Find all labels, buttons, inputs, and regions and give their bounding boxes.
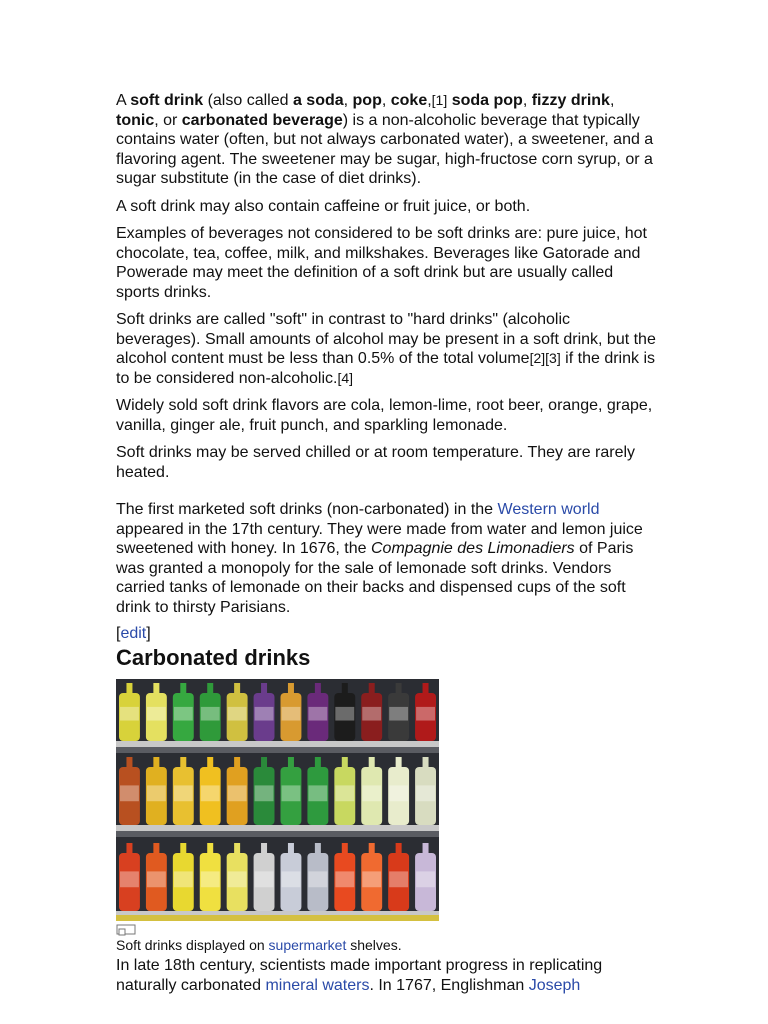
text-span: The first marketed soft drinks (non-carbonated) in the [116,501,498,518]
western-world-link[interactable]: Western world [497,501,600,518]
citation-4[interactable]: [4] [337,369,354,386]
text-span: Soft drinks are called "soft" in contrast to "hard drinks" (alcoholic beverages). Small amounts of alcohol may be present in a soft drink, but the alcohol content must be less than 0.5% of the total volume [116,311,656,367]
intro-paragraph [116,91,656,189]
serving-paragraph: Soft drinks may be served chilled or at room temperature. They are rarely heated. [116,444,636,481]
citation-2[interactable]: [2] [529,350,546,366]
supermarket-shelves-photo [116,679,439,921]
text-span: In late 18th century, scientists made important progress in replicating naturally carbonated [116,957,603,994]
term-soft-drink: soft drink [130,92,204,109]
text-span: of Paris was granted a monopoly for the sale of lemonade soft drinks. Vendors carried tanks of lemonade on their backs and dispensed cups of the soft drink to thirsty Parisians. [116,540,634,616]
supermarket-link[interactable]: supermarket [268,937,347,953]
edit-link[interactable]: edit [120,625,147,642]
article-body [116,91,656,995]
alcohol-paragraph [116,310,656,388]
joseph-link[interactable]: Joseph [528,976,581,994]
citation-3[interactable]: [3] [545,350,561,366]
term-fizzy-drink: fizzy drink [531,92,610,109]
bracket-close: ] [146,625,151,642]
term-pop: pop [352,92,382,109]
caffeine-paragraph: A soft drink may also contain caffeine or fruit juice, or both. [116,197,531,215]
term-coke: coke [390,92,428,109]
enlarge-icon[interactable] [116,923,138,937]
text-span: A [116,92,131,109]
shelf-illustration [116,679,439,921]
history-paragraph [116,500,656,617]
text-span: . In 1767, Englishman [369,976,529,994]
edit-section-control [116,624,656,643]
text-span: , [522,92,532,109]
text-span: if the drink is to be considered non-alcoholic. [116,350,655,387]
text-span: appeared in the 17th century. They were made from water and lemon juice sweetened with honey. In 1676, the [116,520,643,557]
mineral-waters-link[interactable]: mineral waters [265,976,370,994]
term-soda-pop: soda pop [451,92,523,109]
text-span: (also called [203,92,293,109]
text-span: , or [154,111,182,129]
text-span: , [343,92,353,109]
text-span: , [381,92,391,109]
text-span: Soft drinks displayed on [116,937,269,953]
citation-1[interactable]: [1] [431,92,448,108]
section-heading: Carbonated drinks [116,645,311,670]
carbonation-paragraph [116,956,656,995]
bracket-open: [ [116,625,121,642]
examples-paragraph: Examples of beverages not considered to be soft drinks are: pure juice, hot chocolate, tea, coffee, milk, and milkshakes. Beverages like Gatorade and Powerade may meet the definition of a soft drink but are usually called sports drinks. [116,225,647,301]
flavors-paragraph: Widely sold soft drink flavors are cola, lemon-lime, root beer, orange, grape, vanilla, ginger ale, fruit punch, and sparkling lemonade. [116,397,653,434]
term-carbonated-beverage: carbonated beverage [181,111,343,129]
term-tonic: tonic [116,111,155,129]
term-soda: a soda [292,92,344,109]
photo-caption [116,937,656,953]
text-span: , [427,92,432,109]
text-span: shelves. [346,937,402,953]
text-span: , [609,92,615,109]
company-name: Compagnie des Limonadiers [371,540,575,557]
text-span: ) is a non-alcoholic beverage that typically contains water (often, but not always carbonated water), a sweetener, and a flavoring agent. The sweetener may be sugar, high-fructose corn syrup, or a sugar substitute (in the case of diet drinks). [116,111,654,187]
